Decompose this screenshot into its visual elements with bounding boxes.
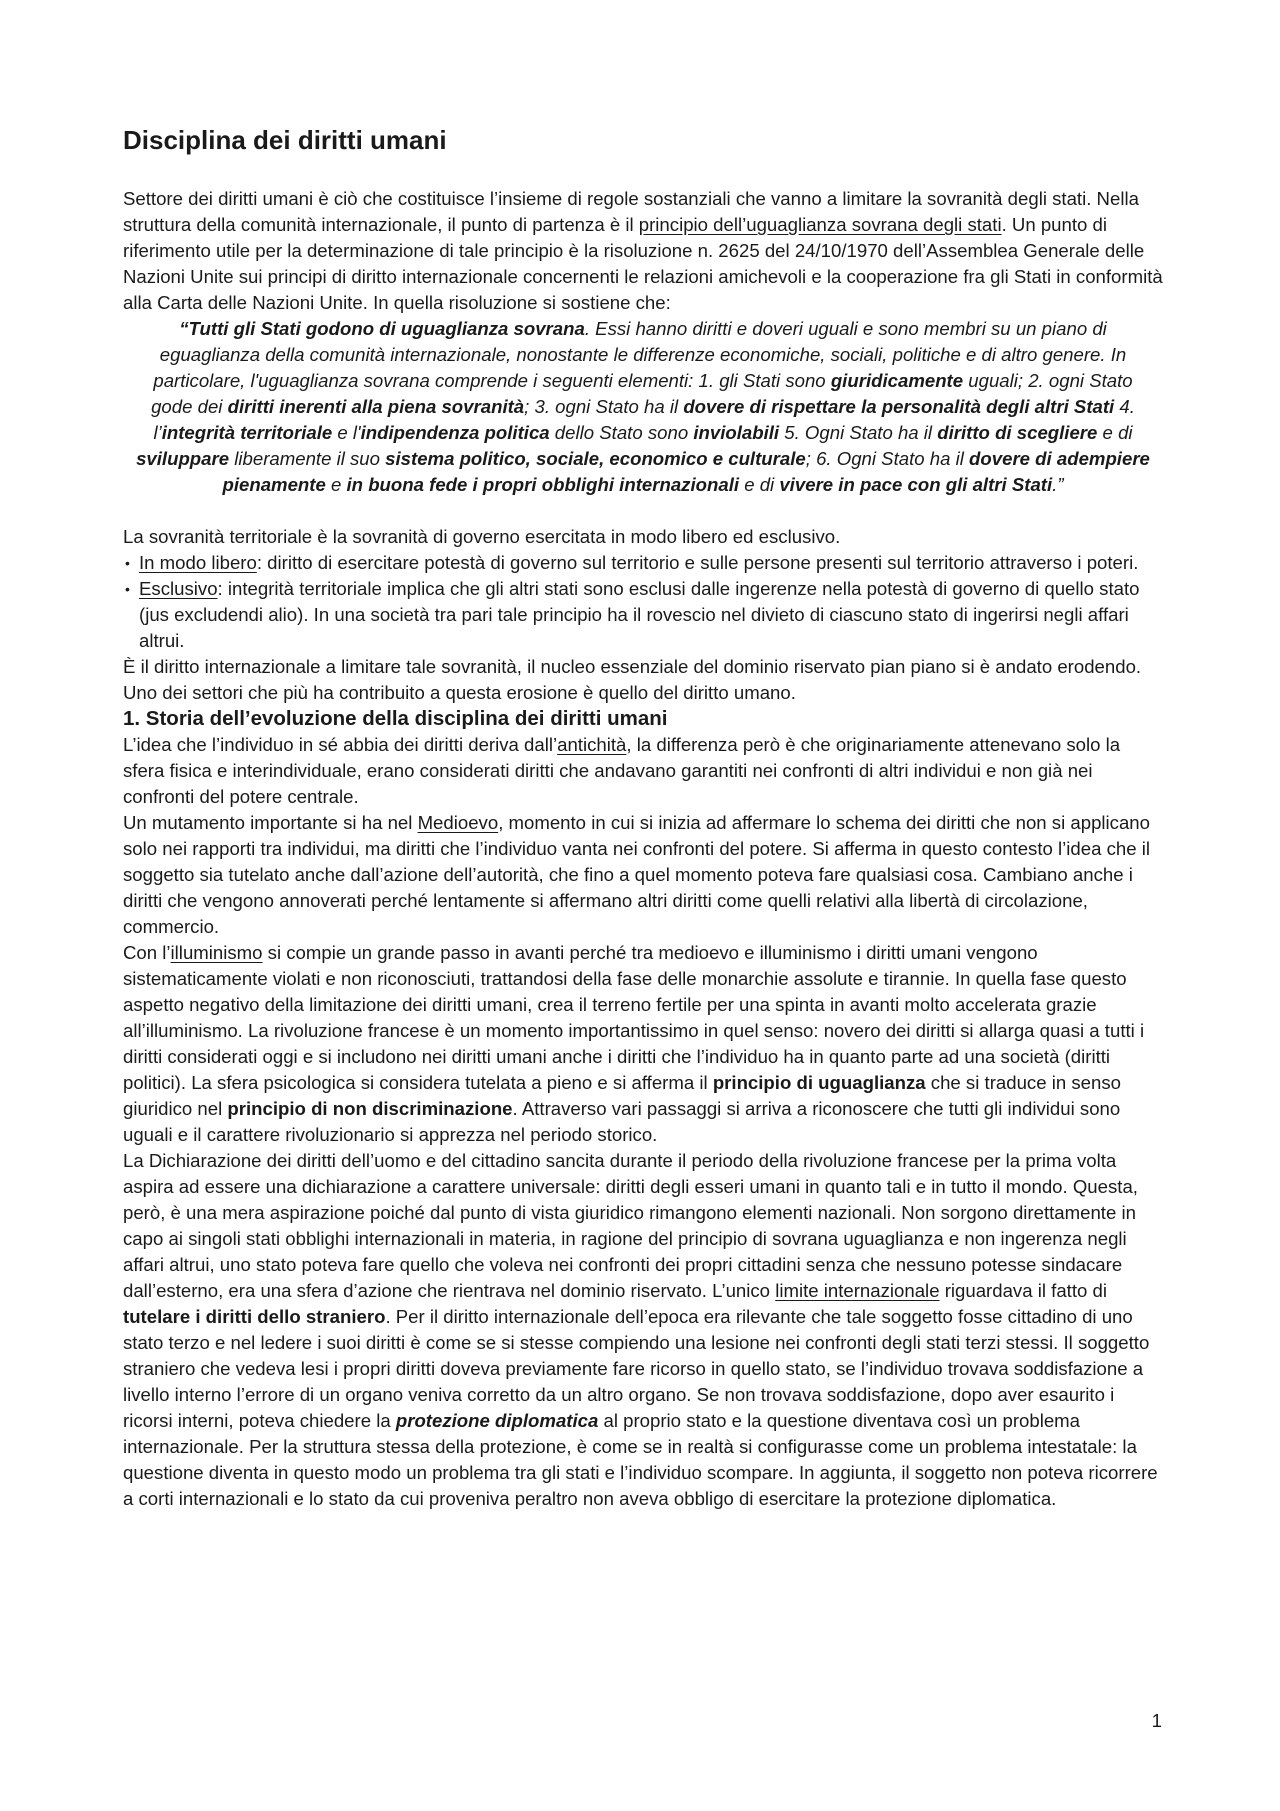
quote-text: . Essi hanno diritti e doveri uguali e sono membri su un piano di eguaglianza della comunità internazionale, nonostante le differenze economiche, sociali, politiche e di altro genere. In particolare, l'uguaglianza sovrana comprende i seguenti elementi: 1. gli Stati sono	[153, 318, 1127, 391]
paragraph-underlined: antichità	[557, 734, 627, 755]
quote-text: e	[325, 474, 347, 495]
paragraph-text: . Per il diritto internazionale dell’epoca era rilevante che tale soggetto fosse cittadino di uno stato terzo e nel ledere i suoi diritti è come se si stesse compiendo una lesione nei confronti degli stati terzi stessi. Il soggetto straniero che vedeva lesi i propri diritti doveva previamente fare ricorso in quello stato, se l’individuo trovava soddisfazione a livello interno l’errore di un organo veniva corretto da un altro organo. Se non trovava soddisfazione, dopo aver esaurito i ricorsi interni, poteva chiedere la	[123, 1306, 1150, 1431]
quote-bold: inviolabili	[693, 422, 780, 443]
quote-bold: sviluppare	[136, 448, 230, 469]
document-page	[123, 124, 1163, 1512]
paragraph-text: La Dichiarazione dei diritti dell’uomo e del cittadino sancita durante il periodo della rivoluzione francese per la prima volta aspira ad essere una dichiarazione a carattere universale: diritti degli esseri umani in quanto tali e in tutto il mondo. Questa, però, è una mera aspirazione poiché dal punto di vista giuridico rimangono elementi nazionali. Non sorgono direttamente in capo ai singoli stati obblighi internazionali in materia, in ragione del principio di sovrana uguaglianza e non ingerenza negli affari altrui, uno stato poteva fare quello che voleva nei confronti dei propri cittadini senza che nessuno potesse sindacare dall’esterno, era una sfera d’azione che rientrava nel dominio riservato. L’unico	[123, 1150, 1138, 1301]
quote-bold: “Tutti gli Stati godono di uguaglianza sovrana	[179, 318, 585, 339]
paragraph-underlined: limite internazionale	[775, 1280, 940, 1301]
page-number: 1	[1151, 1710, 1162, 1731]
intro-text: Settore dei diritti umani è ciò che costituisce l’insieme di regole sostanziali che vanno a limitare la sovranità degli stati. Nella struttura della comunità internazionale, il punto di partenza è il	[123, 188, 1139, 235]
quote-text: dello Stato sono	[549, 422, 694, 443]
quote-text: e di	[739, 474, 780, 495]
quote-bold: vivere in pace con gli altri Stati	[779, 474, 1053, 495]
paragraph-medioevo	[123, 810, 1163, 940]
quote-text: .”	[1052, 474, 1064, 495]
quote-text: ; 3. ogni Stato ha il	[524, 396, 684, 417]
section-heading: 1. Storia dell’evoluzione della disciplina dei diritti umani	[123, 707, 668, 730]
paragraph-bold: tutelare i diritti dello straniero	[123, 1306, 386, 1327]
paragraph-text: L’idea che l’individuo in sé abbia dei diritti deriva dall’	[123, 734, 558, 755]
quote-text: 5. Ogni Stato ha il	[779, 422, 938, 443]
list-item-term: Esclusivo	[139, 578, 218, 599]
quote-bold: diritto di scegliere	[937, 422, 1098, 443]
list-item	[123, 550, 1163, 576]
paragraph-text: , momento in cui si inizia ad affermare lo schema dei diritti che non si applicano solo nei rapporti tra individui, ma diritti che l’individuo vanta nei confronti del potere. Si afferma in questo contesto l’idea che il soggetto sia tutelato anche dall’azione dell’autorità, che fino a quel momento poteva fare qualsiasi cosa. Cambiano anche i diritti che vengono annoverati perché lentamente si affermano altri diritti come quelli relativi alla libertà di circolazione, commercio.	[123, 812, 1151, 937]
paragraph-text: , la differenza però è che originariamente attenevano solo la sfera fisica e interindividuale, erano considerati diritti che andavano garantiti nei confronti di altri individui e non già nei confronti del potere centrale.	[123, 734, 1121, 807]
paragraph-text: Un mutamento importante si ha nel	[123, 812, 418, 833]
paragraph-text: che si traduce in senso giuridico nel	[123, 1072, 1121, 1119]
paragraph-bold: principio di non discriminazione	[227, 1098, 513, 1119]
quote-bold: integrità territoriale	[161, 422, 333, 443]
intro-underlined: principio dell’uguaglianza sovrana degli stati	[638, 214, 1002, 235]
quote-bold: in buona fede i propri obblighi internazionali	[346, 474, 740, 495]
paragraph-text: . Attraverso vari passaggi si arriva a riconoscere che tutti gli individui sono uguali e il carattere rivoluzionario si apprezza nel periodo storico.	[123, 1098, 1121, 1145]
intro-text: . Un punto di riferimento utile per la determinazione di tale principio è la risoluzione n. 2625 del 24/10/1970 dell’Assemblea Generale delle Nazioni Unite sui principi di diritto internazionale concernenti le relazioni amichevoli e la cooperazione fra gli Stati in conformità alla Carta delle Nazioni Unite. In quella risoluzione si sostiene che:	[123, 214, 1163, 313]
list-item-term: In modo libero	[139, 552, 257, 573]
paragraph-underlined: illuminismo	[170, 942, 263, 963]
paragraph-text: Con l’	[123, 942, 171, 963]
sovranita-closing: È il diritto internazionale a limitare tale sovranità, il nucleo essenziale del dominio riservato pian piano si è andato erodendo. Uno dei settori che più ha contribuito a questa erosione è quello del diritto umano.	[123, 656, 1142, 703]
list-item-text: : integrità territoriale implica che gli altri stati sono esclusi dalle ingerenze nella potestà di governo di quello stato (jus excludendi alio). In una società tra pari tale principio ha il rovescio nel divieto di ciascuno stato di ingerirsi negli affari altrui.	[139, 578, 1140, 651]
paragraph-bold: principio di uguaglianza	[712, 1072, 926, 1093]
quote-bold: giuridicamente	[830, 370, 964, 391]
quote-bold: indipendenza politica	[360, 422, 550, 443]
quote-text: liberamente il suo	[229, 448, 386, 469]
sovranita-intro: La sovranità territoriale è la sovranità di governo esercitata in modo libero ed esclusivo.	[123, 526, 841, 547]
quote-bold: sistema politico, sociale, economico e culturale	[385, 448, 806, 469]
page-title: Disciplina dei diritti umani	[123, 125, 447, 155]
paragraph-antichita	[123, 732, 1163, 810]
quote-text: ; 6. Ogni Stato ha il	[805, 448, 970, 469]
list-item-text: : diritto di esercitare potestà di governo sul territorio e sulle persone presenti sul territorio attraverso i poteri.	[256, 552, 1139, 573]
quote-bold: dovere di adempiere pienamente	[222, 448, 1150, 495]
quote-text: e di	[1097, 422, 1133, 443]
quote-bold: dovere di rispettare la personalità degli altri Stati	[683, 396, 1115, 417]
paragraph-bold-italic: protezione diplomatica	[395, 1410, 599, 1431]
paragraph-illuminismo	[123, 940, 1163, 1148]
quote-text: e l'	[332, 422, 361, 443]
paragraph-text: riguardava il fatto di	[939, 1280, 1107, 1301]
list-item	[123, 576, 1163, 654]
paragraph-dichiarazione	[123, 1148, 1163, 1512]
intro-paragraph	[123, 186, 1163, 316]
quote-text: uguali; 2. ogni Stato gode dei	[151, 370, 1133, 417]
sovranita-list	[123, 550, 1163, 654]
paragraph-text: si compie un grande passo in avanti perché tra medioevo e illuminismo i diritti umani vengono sistematicamente violati e non riconosciuti, trattandosi della fase delle monarchie assolute e tirannie. In quella fase questo aspetto negativo della limitazione dei diritti umani, crea il terreno fertile per una spinta in avanti molto accelerata grazie all’illuminismo. La rivoluzione francese è un momento importantissimo in quel senso: novero dei diritti si allarga quasi a tutti i diritti considerati oggi e si includono nei diritti umani anche i diritti che l’individuo ha in quanto parte ad una società (diritti politici). La sfera psicologica si considera tutelata a pieno e si afferma il	[123, 942, 1145, 1093]
paragraph-underlined: Medioevo	[417, 812, 499, 833]
quote-text: 4. l’	[153, 396, 1135, 443]
paragraph-text: al proprio stato e la questione diventava così un problema internazionale. Per la struttura stessa della protezione, è come se in realtà si configurasse come un problema intestatale: la questione diventa in questo modo un problema tra gli stati e l’individuo scompare. In aggiunta, il soggetto non poteva ricorrere a corti internazionali e lo stato da cui proveniva peraltro non aveva obbligo di esercitare la protezione diplomatica.	[123, 1410, 1158, 1509]
quote-bold: diritti inerenti alla piena sovranità	[227, 396, 525, 417]
resolution-quote	[123, 316, 1163, 498]
